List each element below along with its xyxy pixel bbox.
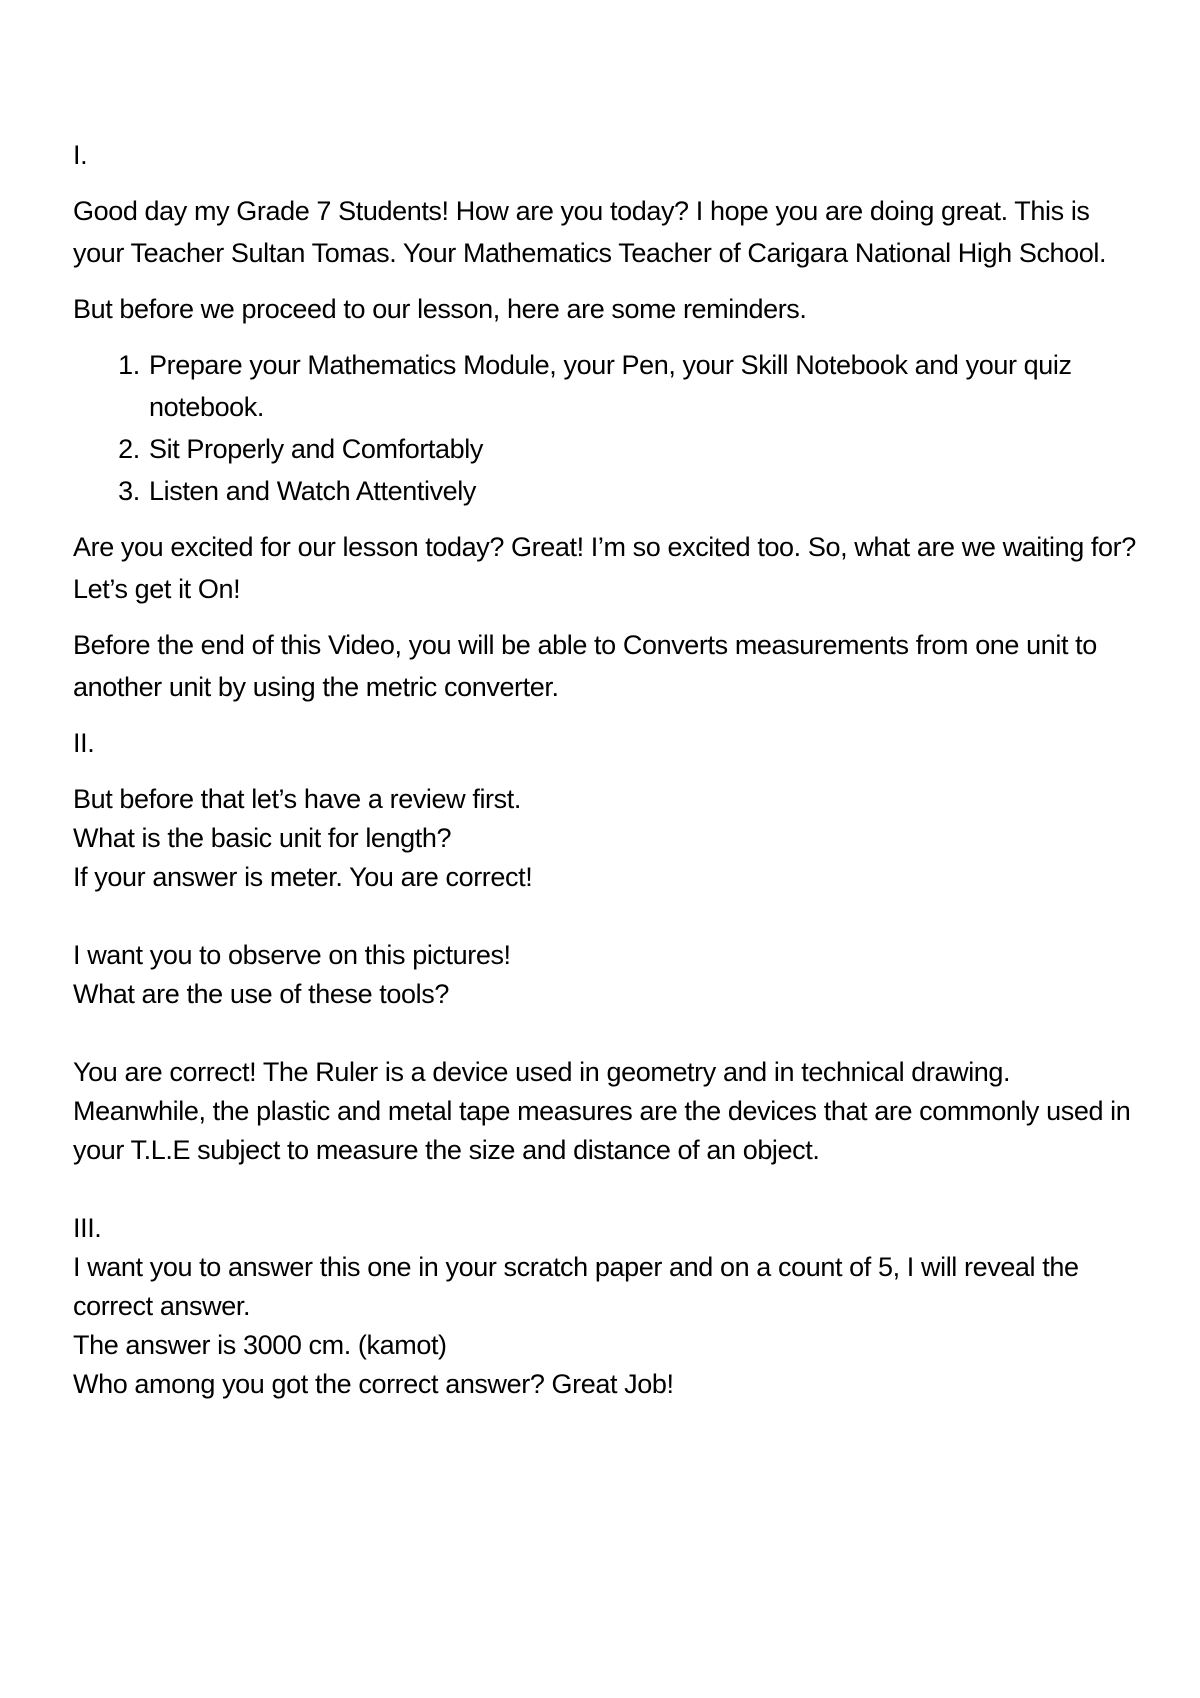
document-body xyxy=(73,134,1145,1404)
reminder-item: 2. Sit Properly and Comfortably xyxy=(147,428,1145,470)
observe-line: I want you to observe on this pictures! xyxy=(73,940,511,970)
reminder-item: 1. Prepare your Mathematics Module, your Pen, your Skill Notebook and your quiz notebook. xyxy=(147,344,1145,428)
answer-line: The answer is 3000 cm. (kamot) xyxy=(73,1330,447,1360)
review-line: What is the basic unit for length? xyxy=(73,823,452,853)
review-line: If your answer is meter. You are correct! xyxy=(73,862,533,892)
excited-paragraph: Are you excited for our lesson today? Great! I’m so excited too. So, what are we waiting for? Let’s get it On! xyxy=(73,532,1136,604)
section-3-heading: III. xyxy=(73,1213,102,1243)
correct-paragraph: You are correct! The Ruler is a device used in geometry and in technical drawing. Meanwhile, the plastic and metal tape measures are the devices that are commonly used in your T.L.E subject to measure the size and distance of an object. xyxy=(73,1057,1131,1165)
blank-line xyxy=(73,1170,1145,1209)
observe-line: What are the use of these tools? xyxy=(73,979,449,1009)
section-1-heading: I. xyxy=(73,140,88,170)
blank-line xyxy=(73,1014,1145,1053)
reminders-list xyxy=(73,344,1145,512)
review-block xyxy=(73,780,1145,1404)
greeting-paragraph: Good day my Grade 7 Students! How are you today? I hope you are doing great. This is your Teacher Sultan Tomas. Your Mathematics Teacher of Carigara National High School. xyxy=(73,196,1107,268)
blank-line xyxy=(73,897,1145,936)
reminder-item: 3. Listen and Watch Attentively xyxy=(147,470,1145,512)
objective-paragraph: Before the end of this Video, you will be able to Converts measurements from one unit to another unit by using the metric converter. xyxy=(73,630,1097,702)
section-2-heading: II. xyxy=(73,728,95,758)
closing-line: Who among you got the correct answer? Great Job! xyxy=(73,1369,674,1399)
task-paragraph: I want you to answer this one in your scratch paper and on a count of 5, I will reveal the correct answer. xyxy=(73,1252,1079,1321)
review-line: But before that let’s have a review first. xyxy=(73,784,521,814)
reminders-intro: But before we proceed to our lesson, here are some reminders. xyxy=(73,294,807,324)
